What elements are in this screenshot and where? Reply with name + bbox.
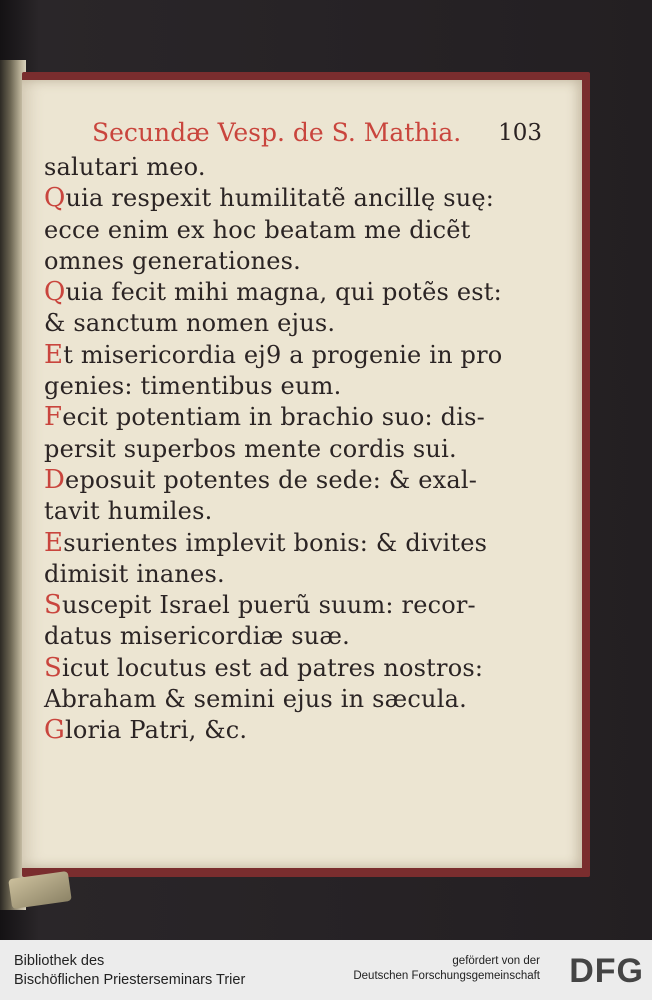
line-text: persit superbos mente cordis sui. <box>44 434 457 463</box>
text-line <box>44 496 554 527</box>
text-line <box>44 308 554 339</box>
text-line <box>44 528 554 559</box>
funding-line: gefördert von der <box>452 955 540 967</box>
line-text: & sanctum nomen ejus. <box>44 309 336 338</box>
page-title: Secundæ Vesp. de S. Mathia. <box>92 118 462 147</box>
rubric-initial: S <box>44 590 63 621</box>
text-line <box>44 371 554 402</box>
text-line <box>44 152 554 183</box>
rubric-initial: Q <box>44 277 66 308</box>
library-name <box>14 952 245 990</box>
footer-bar <box>0 940 652 1000</box>
line-text: t misericordia ej9 a progenie in pro <box>63 340 503 369</box>
text-line <box>44 590 554 621</box>
line-text: genies: timentibus eum. <box>44 372 342 401</box>
library-line: Bischöflichen Priesterseminars Trier <box>14 972 246 988</box>
line-text: loria Patri, &c. <box>64 716 248 745</box>
rubric-initial: G <box>44 715 65 746</box>
line-text: uscepit Israel puerũ suum: recor- <box>62 591 476 620</box>
line-text: tavit humiles. <box>44 497 213 526</box>
text-line <box>44 183 554 214</box>
rubric-initial: Q <box>44 183 66 214</box>
text-line <box>44 559 554 590</box>
text-line <box>44 434 554 465</box>
text-line <box>44 465 554 496</box>
rubric-initial: E <box>44 527 64 558</box>
funding-line: Deutschen Forschungsgemeinschaft <box>353 970 540 982</box>
text-line <box>44 277 554 308</box>
dfg-logo: DFG <box>569 952 644 990</box>
line-text: uia fecit mihi magna, qui potẽs est: <box>65 278 502 307</box>
text-line <box>44 715 554 746</box>
text-line <box>44 621 554 652</box>
text-line <box>44 215 554 246</box>
line-text: eposuit potentes de sede: & exal- <box>65 465 478 494</box>
book-page <box>22 80 582 868</box>
line-text: dimisit inanes. <box>44 559 225 588</box>
line-text: ecit potentiam in brachio suo: dis- <box>62 403 485 432</box>
text-line <box>44 340 554 371</box>
text-line <box>44 684 554 715</box>
rubric-initial: E <box>44 339 64 370</box>
text-line <box>44 402 554 433</box>
verse-text <box>44 152 554 747</box>
text-line <box>44 246 554 277</box>
rubric-initial: S <box>44 652 63 683</box>
line-text: datus misericordiæ suæ. <box>44 622 350 651</box>
line-text: ecce enim ex hoc beatam me dicẽt <box>44 215 471 244</box>
line-text: salutari meo. <box>44 153 206 181</box>
funding-note <box>353 954 540 984</box>
page-number: 103 <box>498 120 542 146</box>
line-text: uia respexit humilitatẽ ancillę suę: <box>65 184 495 213</box>
library-line: Bibliothek des <box>14 953 105 969</box>
line-text: omnes generationes. <box>44 246 301 275</box>
line-text: surientes implevit bonis: & divites <box>63 528 488 557</box>
line-text: icut locutus est ad patres nostros: <box>62 653 484 682</box>
text-line <box>44 653 554 684</box>
line-text: Abraham & semini ejus in sæcula. <box>44 685 467 714</box>
rubric-initial: D <box>44 464 66 495</box>
rubric-initial: F <box>44 402 63 433</box>
